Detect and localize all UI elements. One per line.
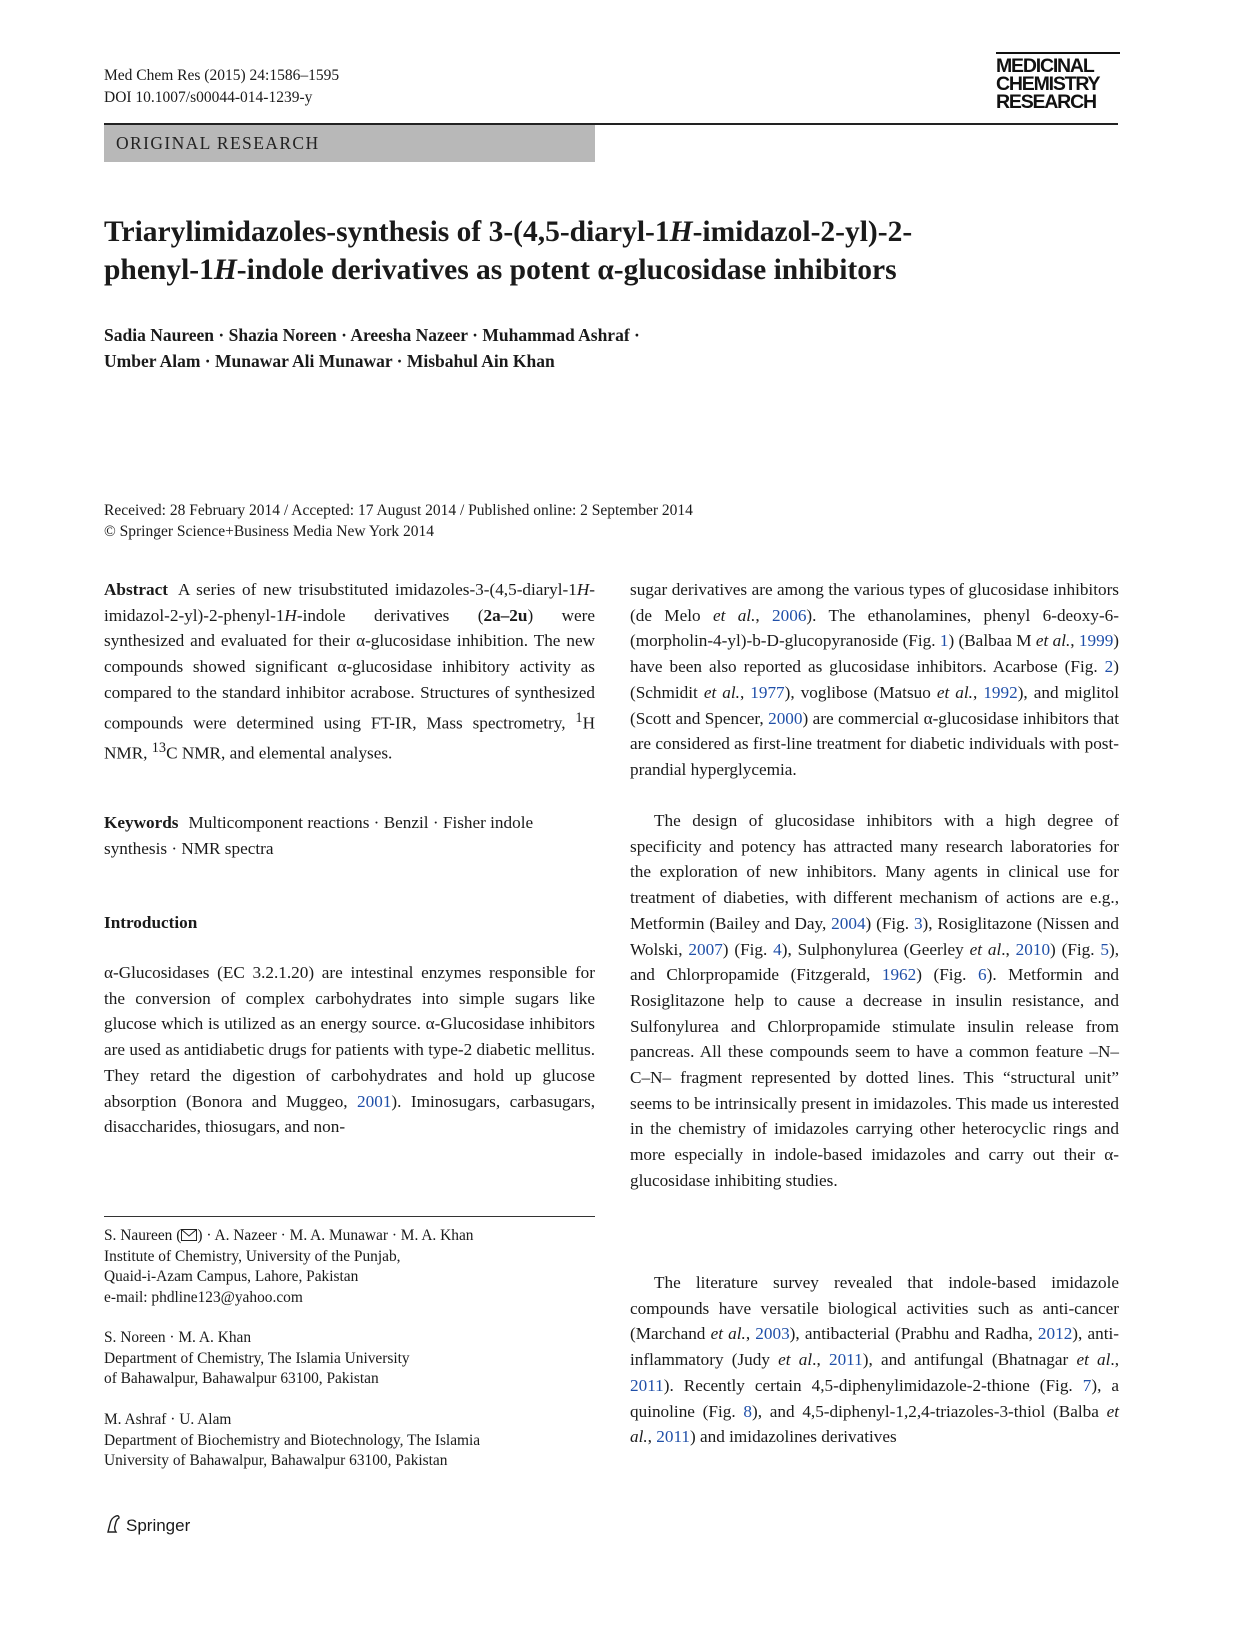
- publisher-name: Springer: [126, 1516, 191, 1535]
- abstract: Abstract A series of new trisubstituted imidazoles-3-(4,5-diaryl-1H-imidazol-2-yl)-2-phenyl-1H-indole derivatives (2a–2u) were synthesized and evaluated for their α-glucosidase inhibition. The new compounds showed significant α-glucosidase inhibitory activity as compared to the standard inhibitor acrabose. Structures of synthesized compounds were determined using FT-IR, Mass spectrometry, $^1$H NMR, $^{13}$C NMR, and elemental analyses.: [104, 580, 595, 763]
- citation-link[interactable]: 2011: [656, 1427, 691, 1447]
- citation-link[interactable]: 2011: [828, 1350, 863, 1370]
- received-accepted-line: Received: 28 February 2014 / Accepted: 17 August 2014 / Published online: 2 September 2014: [104, 502, 693, 519]
- citation-link[interactable]: 2001: [357, 1091, 392, 1111]
- citation-link[interactable]: 2004: [831, 913, 866, 933]
- journal-logo: [996, 52, 1120, 111]
- right-paragraph-3: The literature survey revealed that indole-based imidazole compounds have versatile biological activities such as anti-cancer (Marchand et al., 2003), antibacterial (Prabhu and Radha, 2012), anti-inflammatory (Judy et al., 2011), and antifungal (Bhatnagar et al., 2011). Recently certain 4,5-diphenylimidazole-2-thione (Fig. 7), a quinoline (Fig. 8), and 4,5-diphenyl-1,2,4-triazoles-3-thiol (Balba et al., 2011) and imidazolines derivatives: [630, 1273, 1120, 1447]
- affiliation-2: S. Noreen · M. A. Khan Department of Chemistry, The Islamia University of Bahawalpur, Bahawalpur 63100, Pakistan: [104, 1329, 410, 1387]
- figure-link[interactable]: 3: [913, 913, 923, 933]
- logo-text-line-3: RESEARCH: [996, 91, 1096, 113]
- right-paragraph-2: The design of glucosidase inhibitors with a high degree of specificity and potency has attracted many research laboratories for the exploration of new inhibitors. Many agents in clinical use for treatment of diabeties, with different mechanism of actions are e.g., Metformin (Bailey and Day, 2004) (Fig. 3), Rosiglitazone (Nissen and Wolski, 2007) (Fig. 4), Sulphonylurea (Geerley et al., 2010) (Fig. 5), and Chlorpropamide (Fitzgerald, 1962) (Fig. 6). Metformin and Rosiglitazone help to cause a decrease in insulin resistance, and Sulfonylurea and Chlorpropamide stimulate insulin release from pancreas. All these compounds seem to have a common feature –N–C–N– fragment represented by dotted lines. This “structural unit” seems to be intrinsically present in imidazoles. This made us interested in the chemistry of imidazoles carrying other heterocyclic rings and more especially in indole-based imidazoles and carry out their α-glucosidase inhibiting studies.: [630, 811, 1120, 1190]
- citation-link[interactable]: 2000: [768, 708, 803, 728]
- citation-link[interactable]: 1977: [750, 682, 785, 702]
- footnote-rule: [104, 1216, 595, 1217]
- figure-link[interactable]: 8: [743, 1401, 752, 1421]
- figure-link[interactable]: 5: [1100, 939, 1109, 959]
- introduction-paragraph: α-Glucosidases (EC 3.2.1.20) are intestinal enzymes responsible for the conversion of complex carbohydrates into simple sugars like glucose which is utilized as an energy source. α-Glucosidase inhibitors are used as antidiabetic drugs for patients with type-2 diabetic mellitus. They retard the digestion of carbohydrates and hold up glucose absorption (Bonora and Muggeo, 2001). Iminosugars, carbasugars, disaccharides, thiosugars, and non-: [104, 963, 595, 1137]
- author-line-1: Sadia Naureen · Shazia Noreen · Areesha Nazeer · Muhammad Ashraf ·: [104, 325, 640, 345]
- citation-link[interactable]: 1992: [983, 682, 1018, 702]
- logo-text-line-2: CHEMISTRY: [996, 73, 1100, 95]
- journal-citation: [104, 65, 339, 109]
- citation-link[interactable]: 1999: [1078, 631, 1114, 651]
- figure-link[interactable]: 2: [1104, 657, 1114, 677]
- article-title: Triarylimidazoles-synthesis of 3-(4,5-diaryl-1H-imidazol-2-yl)-2- phenyl-1H-indole derivatives as potent α-glucosidase inhibitors: [104, 216, 913, 286]
- publication-dates: [104, 500, 1004, 542]
- introduction-heading: Introduction: [104, 913, 198, 932]
- citation-link[interactable]: 2011: [630, 1375, 664, 1395]
- citation-link[interactable]: 2012: [1037, 1324, 1073, 1344]
- email[interactable]: e-mail: phdline123@yahoo.com: [104, 1288, 303, 1306]
- citation-link[interactable]: 2010: [1015, 939, 1051, 959]
- section-label: ORIGINAL RESEARCH: [116, 133, 320, 153]
- affiliation-1: S. Naureen ( ) · A. Nazeer · M. A. Munawar · M. A. Khan Institute of Chemistry, University of the Punjab, Quaid-i-Azam Campus, Lahore, Pakistan e-mail: phdline123@yahoo.com: [104, 1226, 595, 1308]
- author-list: [104, 322, 1004, 374]
- affiliation-3: M. Ashraf · U. Alam Department of Biochemistry and Biotechnology, The Islamia University of Bahawalpur, Bahawalpur 63100, Pakistan: [104, 1411, 481, 1469]
- citation-link[interactable]: 2006: [772, 605, 807, 625]
- page-footer: [104, 1514, 190, 1539]
- citation-link[interactable]: 1962: [881, 965, 917, 985]
- section-label-bar: [104, 125, 595, 162]
- citation-link[interactable]: 2007: [688, 939, 723, 959]
- author-line-2: Umber Alam · Munawar Ali Munawar · Misbahul Ain Khan: [104, 351, 555, 371]
- right-paragraph-1: sugar derivatives are among the various types of glucosidase inhibitors (de Melo et al., 2006). The ethanolamines, phenyl 6-deoxy-6-(morpholin-4-yl)-b-D-glucopyranoside (Fig. 1) (Balbaa M et al., 1999) have been also reported as glucosidase inhibitors. Acarbose (Fig. 2) (Schmidit et al., 1977), voglibose (Matsuo et al., 1992), and miglitol (Scott and Spencer, 2000) are commercial α-glucosidase inhibitors that are considered as first-line treatment for diabetic individuals with post-prandial hyperglycemia.: [630, 580, 1120, 779]
- citation-link[interactable]: 2003: [755, 1324, 790, 1344]
- envelope-icon: [181, 1227, 197, 1244]
- figure-link[interactable]: 4: [773, 939, 782, 959]
- figure-link[interactable]: 1: [939, 631, 949, 651]
- springer-horse-icon: [104, 1514, 122, 1539]
- copyright-line: © Springer Science+Business Media New York 2014: [104, 523, 435, 540]
- doi-line: DOI 10.1007/s00044-014-1239-y: [104, 89, 313, 106]
- figure-link[interactable]: 6: [978, 965, 987, 985]
- logo-text-line-1: MEDICINAL: [996, 55, 1094, 77]
- abstract-label: Abstract: [104, 580, 168, 599]
- figure-link[interactable]: 7: [1082, 1375, 1092, 1395]
- keywords-label: Keywords: [104, 813, 179, 832]
- keywords-text: Multicomponent reactions · Benzil · Fisher indole synthesis · NMR spectra: [104, 813, 534, 858]
- keywords: [104, 810, 595, 861]
- journal-volume-line: Med Chem Res (2015) 24:1586–1595: [104, 67, 340, 84]
